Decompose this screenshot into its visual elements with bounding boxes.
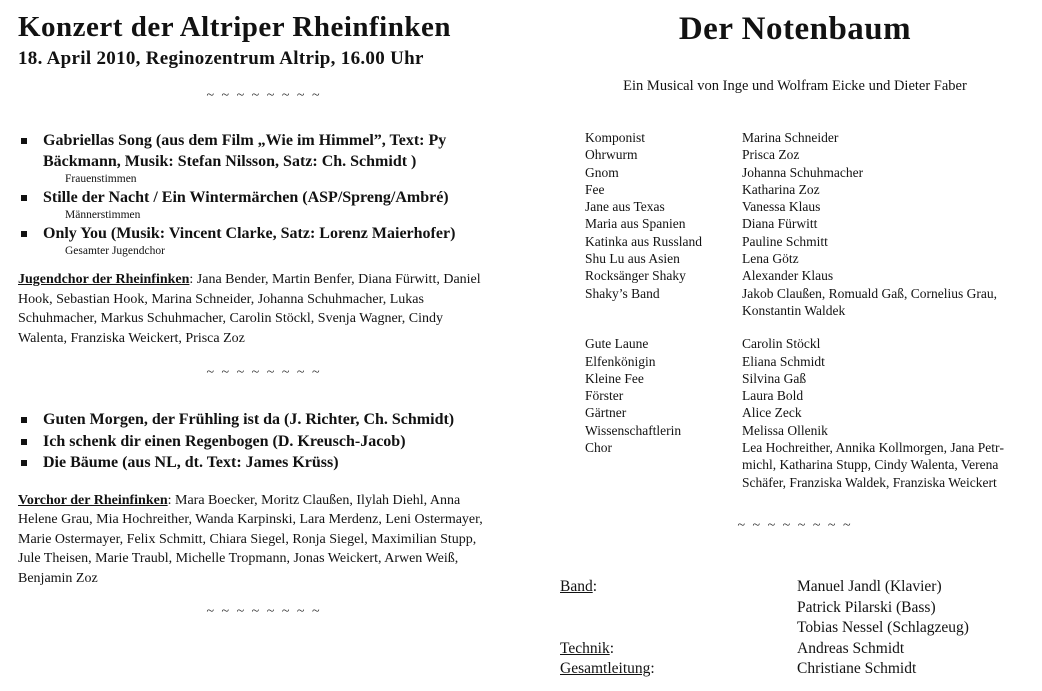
cast-actor: Silvina Gaß bbox=[742, 370, 807, 386]
cast-list bbox=[552, 129, 1038, 491]
cast-row bbox=[585, 164, 1038, 181]
square-bullet-icon bbox=[21, 138, 27, 144]
colon: : bbox=[609, 639, 615, 657]
song-title: Only You (Musik: Vincent Clarke, Satz: Lorenz Maierhofer) bbox=[43, 225, 456, 242]
program-item bbox=[18, 187, 510, 223]
program-list-2 bbox=[18, 409, 510, 474]
band-label: Band bbox=[560, 577, 593, 595]
cast-actor: Johanna Schuhmacher bbox=[742, 164, 864, 180]
cast-actor: Katharina Zoz bbox=[742, 181, 820, 197]
cast-row bbox=[585, 198, 1038, 215]
cast-role: Rocksänger Shaky bbox=[585, 268, 686, 284]
cast-group-gap bbox=[585, 319, 1038, 335]
tilde-separator: ~ ~ ~ ~ ~ ~ ~ ~ bbox=[206, 88, 322, 103]
credits-section bbox=[552, 577, 1038, 680]
colon: : bbox=[650, 660, 655, 678]
cast-actor: Alice Zeck bbox=[742, 405, 802, 421]
cast-role: Wissenschaftlerin bbox=[585, 422, 682, 438]
cast-actor: Melissa Ollenik bbox=[742, 422, 828, 438]
cast-row bbox=[585, 422, 1038, 439]
cast-role: Gärtner bbox=[585, 405, 627, 421]
square-bullet-icon bbox=[21, 231, 27, 237]
cast-actor: Lea Hochreither, Annika Kollmorgen, Jana Petr‐michl, Katharina Stupp, Cindy Walenta, Verena Schäfer, Franziska Waldek, Franziska Weickert bbox=[742, 440, 1005, 490]
cast-role: Gnom bbox=[585, 164, 619, 180]
cast-role: Ohrwurm bbox=[585, 147, 638, 163]
cast-row bbox=[585, 439, 1038, 491]
cast-row bbox=[585, 404, 1038, 421]
cast-role: Chor bbox=[585, 440, 612, 456]
cast-actor: Laura Bold bbox=[742, 388, 804, 404]
cast-role: Katinka aus Russland bbox=[585, 233, 702, 249]
right-page-title: Der Notenbaum bbox=[678, 11, 912, 47]
band-member: Manuel Jandl (Klavier) bbox=[797, 577, 942, 595]
gesamtleitung-member: Christiane Schmidt bbox=[797, 660, 917, 678]
jugendchor-paragraph bbox=[18, 270, 486, 348]
cast-actor: Alexander Klaus bbox=[742, 268, 834, 284]
cast-actor: Carolin Stöckl bbox=[742, 336, 821, 352]
cast-actor: Vanessa Klaus bbox=[742, 199, 821, 215]
cast-role: Jane aus Texas bbox=[585, 199, 665, 215]
square-bullet-icon bbox=[21, 460, 27, 466]
cast-row bbox=[585, 181, 1038, 198]
song-voices: Männerstimmen bbox=[65, 209, 141, 221]
jugendchor-label: Jugendchor der Rheinfinken bbox=[18, 272, 190, 287]
cast-row bbox=[585, 335, 1038, 352]
cast-row bbox=[585, 215, 1038, 232]
cast-row bbox=[585, 267, 1038, 284]
jugendchor-members: : Jana Bender, Martin Benfer, Diana Fürwitt, Daniel Hook, Sebastian Hook, Marina Schneider, Johanna Schuhmacher, Lukas Schuhmacher, Markus Schuhmacher, Carolin Stöckl, Svenja Wagner, Cindy Walenta, Franziska Weickert, Prisca Zoz bbox=[18, 272, 481, 346]
cast-row bbox=[585, 285, 1038, 320]
square-bullet-icon bbox=[21, 439, 27, 445]
cast-role: Fee bbox=[585, 181, 605, 197]
band-member: Patrick Pilarski (Bass) bbox=[797, 598, 936, 616]
cast-row bbox=[585, 233, 1038, 250]
cast-row bbox=[585, 146, 1038, 163]
cast-actor: Eliana Schmidt bbox=[742, 353, 825, 369]
cast-role: Elfenkönigin bbox=[585, 353, 656, 369]
song-title: Stille der Nacht / Ein Wintermärchen (ASP/Spreng/Ambré) bbox=[43, 189, 449, 206]
cast-actor: Marina Schneider bbox=[742, 130, 839, 145]
vorchor-label: Vorchor der Rheinfinken bbox=[18, 492, 168, 508]
program-list-1 bbox=[18, 130, 510, 259]
program-item bbox=[18, 452, 510, 474]
cast-actor: Jakob Claußen, Romuald Gaß, Cornelius Grau, Konstantin Waldek bbox=[742, 285, 997, 318]
credit-row bbox=[560, 639, 1038, 660]
tilde-separator: ~ ~ ~ ~ ~ ~ ~ ~ bbox=[206, 604, 322, 619]
vorchor-members: : Mara Boecker, Moritz Claußen, Ilylah Diehl, Anna Helene Grau, Mia Hochreither, Wanda Karpinski, Lara Merdenz, Leni Ostermayer, Marie Ostermayer, Felix Schmitt, Chiara Siegel, Ronja Siegel, Maximilian Stupp, Jule Theisen, Marie Traubl, Michelle Tropmann, Jonas Weickert, Arwen Weiß, Benjamin Zoz bbox=[18, 492, 483, 586]
song-title: Ich schenk dir einen Regenbogen (D. Kreusch-Jacob) bbox=[43, 432, 406, 450]
program-item bbox=[18, 409, 510, 431]
program-item bbox=[18, 130, 510, 187]
cast-actor: Diana Fürwitt bbox=[742, 216, 818, 232]
cast-role: Gute Laune bbox=[585, 336, 649, 352]
cast-actor: Prisca Zoz bbox=[742, 147, 800, 163]
left-page-title: Konzert der Altriper Rheinfinken bbox=[18, 11, 451, 43]
tilde-separator: ~ ~ ~ ~ ~ ~ ~ ~ bbox=[206, 365, 322, 380]
cast-role: Kleine Fee bbox=[585, 370, 644, 386]
cast-role: Förster bbox=[585, 388, 624, 404]
program-item bbox=[18, 223, 510, 259]
song-title: Guten Morgen, der Frühling ist da (J. Richter, Ch. Schmidt) bbox=[43, 411, 455, 428]
square-bullet-icon bbox=[21, 195, 27, 201]
song-title: Die Bäume (aus NL, dt. Text: James Krüss) bbox=[43, 454, 339, 471]
tilde-separator: ~ ~ ~ ~ ~ ~ ~ ~ bbox=[737, 517, 853, 533]
vorchor-paragraph bbox=[18, 491, 486, 589]
credit-row bbox=[560, 659, 1038, 680]
cast-role: Maria aus Spanien bbox=[585, 216, 686, 232]
credit-row bbox=[560, 577, 1038, 639]
cast-role: Komponist bbox=[585, 130, 646, 145]
technik-member: Andreas Schmidt bbox=[797, 639, 905, 657]
technik-label: Technik bbox=[560, 639, 610, 657]
cast-actor: Lena Götz bbox=[742, 251, 799, 267]
song-voices: Gesamter Jugendchor bbox=[65, 245, 165, 257]
program-item bbox=[18, 431, 510, 453]
cast-role: Shu Lu aus Asien bbox=[585, 251, 680, 267]
right-page-subtitle: Ein Musical von Inge und Wolfram Eicke und Dieter Faber bbox=[623, 78, 967, 94]
cast-row bbox=[585, 250, 1038, 267]
cast-row bbox=[585, 129, 1038, 146]
cast-row bbox=[585, 370, 1038, 387]
left-page bbox=[18, 8, 510, 621]
song-title: Gabriellas Song (aus dem Film „Wie im Himmel”, Text: Py Bäckmann, Musik: Stefan Nilsson, Satz: Ch. Schmidt ) bbox=[43, 132, 447, 170]
cast-row bbox=[585, 353, 1038, 370]
cast-role: Shaky’s Band bbox=[585, 285, 660, 301]
gesamtleitung-label: Gesamtleitung bbox=[560, 660, 651, 678]
square-bullet-icon bbox=[21, 417, 27, 423]
cast-row bbox=[585, 387, 1038, 404]
cast-actor: Pauline Schmitt bbox=[742, 233, 828, 249]
colon: : bbox=[592, 577, 598, 595]
right-page bbox=[552, 8, 1038, 680]
band-member: Tobias Nessel (Schlagzeug) bbox=[797, 619, 969, 637]
left-page-subtitle: 18. April 2010, Reginozentrum Altrip, 16.00 Uhr bbox=[18, 48, 424, 69]
song-voices: Frauenstimmen bbox=[65, 173, 137, 185]
